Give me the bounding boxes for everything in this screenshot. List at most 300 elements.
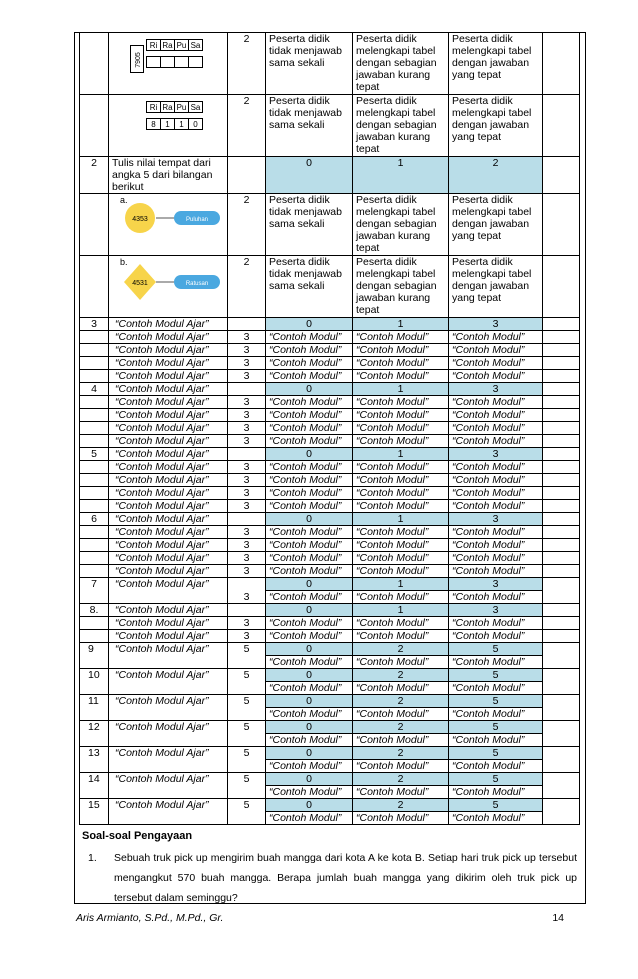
grid-header-cell: Sa: [188, 101, 203, 113]
extra-cell: [543, 526, 580, 539]
extra-cell: [543, 799, 580, 825]
no-cell: [80, 526, 109, 539]
score-2: 3: [449, 513, 543, 526]
criteria-2: “Contoh Modul”: [449, 396, 543, 409]
no-cell: [80, 552, 109, 565]
sub-question: “Contoh Modul Ajar”: [109, 565, 228, 578]
extra-cell: [543, 383, 580, 396]
question-number: 12: [80, 721, 109, 747]
no-cell: [80, 539, 109, 552]
score-1: 2: [353, 695, 449, 708]
criteria-0: “Contoh Modul”: [266, 396, 353, 409]
extra-cell: [543, 565, 580, 578]
no-cell: [80, 370, 109, 383]
criteria-1: Peserta didik melengkapi tabel dengan sebagian jawaban kurang tepat: [353, 33, 449, 95]
weight-cell: 3: [228, 331, 266, 344]
criteria-2: “Contoh Modul”: [449, 812, 543, 825]
score-cell: 2: [228, 256, 266, 318]
sub-question: “Contoh Modul Ajar”: [109, 344, 228, 357]
weight-cell: 5: [228, 747, 266, 773]
sub-question: “Contoh Modul Ajar”: [109, 396, 228, 409]
question-number: 10: [80, 669, 109, 695]
weight-cell: 3: [228, 474, 266, 487]
extra-cell: [543, 513, 580, 526]
weight-cell: 3: [228, 578, 266, 604]
weight-cell: 5: [228, 643, 266, 669]
weight-cell: 3: [228, 461, 266, 474]
extra-cell: [543, 487, 580, 500]
criteria-2: “Contoh Modul”: [449, 409, 543, 422]
score-1: 2: [353, 643, 449, 656]
criteria-1: “Contoh Modul”: [353, 435, 449, 448]
question-image-cell: [109, 95, 228, 157]
sub-question: “Contoh Modul Ajar”: [109, 435, 228, 448]
extra-cell: [543, 448, 580, 461]
table-row: [80, 773, 580, 786]
criteria-1: Peserta didik melengkapi tabel dengan sebagian jawaban kurang tepat: [353, 194, 449, 256]
grid-value-cell: [188, 56, 203, 68]
weight-cell: 3: [228, 357, 266, 370]
score-0: 0: [266, 773, 353, 786]
table-row: [80, 487, 580, 500]
question-text: “Contoh Modul Ajar”: [109, 448, 228, 461]
extra-cell: [543, 422, 580, 435]
grid-header-cell: Pu: [174, 101, 189, 113]
place-value-table-image: [112, 33, 224, 93]
question-number: 4: [80, 383, 109, 396]
score-1: 1: [353, 383, 449, 396]
no-cell: [80, 357, 109, 370]
table-row: [80, 435, 580, 448]
criteria-2: “Contoh Modul”: [449, 734, 543, 747]
criteria-2: “Contoh Modul”: [449, 500, 543, 513]
criteria-2: Peserta didik melengkapi tabel dengan jawaban yang tepat: [449, 95, 543, 157]
place-value-table-image: [112, 95, 224, 155]
criteria-1: “Contoh Modul”: [353, 526, 449, 539]
criteria-0: “Contoh Modul”: [266, 734, 353, 747]
score-1: 2: [353, 669, 449, 682]
table-row: [80, 318, 580, 331]
score-2: 3: [449, 448, 543, 461]
table-row: [80, 630, 580, 643]
grid-side-label: [130, 45, 144, 73]
criteria-1: “Contoh Modul”: [353, 344, 449, 357]
question-text: Sebuah truk pick up mengirim buah mangga dari kota A ke kota B. Setiap hari truk pick up tersebut mengangkut 570 buah mangga. Berapa jumlah buah mangga yang dikirim oleh truk pick up tersebut dalam seminggu?: [114, 852, 577, 904]
criteria-1: “Contoh Modul”: [353, 370, 449, 383]
question-text: “Contoh Modul Ajar”: [109, 799, 228, 825]
criteria-2: “Contoh Modul”: [449, 552, 543, 565]
weight-cell: 3: [228, 487, 266, 500]
table-row: [80, 422, 580, 435]
extra-cell: [543, 95, 580, 157]
no-cell: [80, 461, 109, 474]
weight-cell: 3: [228, 370, 266, 383]
criteria-2: “Contoh Modul”: [449, 487, 543, 500]
extra-cell: [543, 256, 580, 318]
table-row: [80, 448, 580, 461]
criteria-0: “Contoh Modul”: [266, 435, 353, 448]
score-2: 5: [449, 773, 543, 786]
criteria-2: “Contoh Modul”: [449, 539, 543, 552]
no-cell: [80, 409, 109, 422]
no-cell: [80, 422, 109, 435]
weight-cell: [228, 513, 266, 526]
extra-cell: [543, 331, 580, 344]
table-row: [80, 344, 580, 357]
weight-cell: 3: [228, 396, 266, 409]
score-0: 0: [266, 383, 353, 396]
question-image-cell: [109, 194, 228, 256]
grid-value-cell: 8: [146, 118, 161, 130]
criteria-1: Peserta didik melengkapi tabel dengan sebagian jawaban kurang tepat: [353, 95, 449, 157]
no-cell: [80, 630, 109, 643]
table-row: [80, 474, 580, 487]
table-row: [80, 357, 580, 370]
sub-question: “Contoh Modul Ajar”: [109, 487, 228, 500]
criteria-0: “Contoh Modul”: [266, 357, 353, 370]
score-1: 1: [353, 318, 449, 331]
table-row: [80, 500, 580, 513]
criteria-0: “Contoh Modul”: [266, 760, 353, 773]
grid-header-cell: Sa: [188, 39, 203, 51]
question-number: 3: [80, 318, 109, 331]
weight-cell: 3: [228, 435, 266, 448]
criteria-0: “Contoh Modul”: [266, 591, 353, 604]
grid-value-cell: 1: [174, 118, 189, 130]
score-2: 5: [449, 695, 543, 708]
criteria-1: “Contoh Modul”: [353, 682, 449, 695]
grid-side-text: 7905: [134, 52, 142, 68]
score-1: 1: [353, 448, 449, 461]
question-image-cell: [109, 256, 228, 318]
sub-question: “Contoh Modul Ajar”: [109, 526, 228, 539]
table-row: [80, 256, 580, 318]
criteria-2: Peserta didik melengkapi tabel dengan jawaban yang tepat: [449, 256, 543, 318]
score-1: 2: [353, 721, 449, 734]
table-row: [80, 95, 580, 157]
criteria-1: “Contoh Modul”: [353, 474, 449, 487]
question-number: 15: [80, 799, 109, 825]
question-text: Tulis nilai tempat dari angka 5 dari bilangan berikut: [109, 157, 228, 194]
criteria-0: Peserta didik tidak menjawab sama sekali: [266, 95, 353, 157]
criteria-0: “Contoh Modul”: [266, 474, 353, 487]
extra-cell: [543, 747, 580, 773]
question-text: “Contoh Modul Ajar”: [109, 747, 228, 773]
score-1: 1: [353, 604, 449, 617]
score-0: 0: [266, 721, 353, 734]
no-cell: [80, 565, 109, 578]
score-1: 1: [353, 157, 449, 194]
question-text: “Contoh Modul Ajar”: [109, 383, 228, 396]
criteria-2: Peserta didik melengkapi tabel dengan jawaban yang tepat: [449, 194, 543, 256]
criteria-1: “Contoh Modul”: [353, 500, 449, 513]
no-cell: [80, 194, 109, 256]
table-row: [80, 604, 580, 617]
extra-cell: [543, 604, 580, 617]
sub-question: “Contoh Modul Ajar”: [109, 474, 228, 487]
criteria-0: “Contoh Modul”: [266, 552, 353, 565]
table-row: [80, 617, 580, 630]
table-row: [80, 331, 580, 344]
question-number: 9: [80, 643, 109, 669]
answer-text: Ratusan: [185, 281, 209, 287]
extra-cell: [543, 643, 580, 669]
criteria-0: “Contoh Modul”: [266, 539, 353, 552]
criteria-2: “Contoh Modul”: [449, 591, 543, 604]
weight-cell: 3: [228, 409, 266, 422]
weight-cell: [228, 157, 266, 194]
criteria-2: “Contoh Modul”: [449, 630, 543, 643]
table-row: [80, 513, 580, 526]
weight-cell: 5: [228, 669, 266, 695]
sub-question: “Contoh Modul Ajar”: [109, 331, 228, 344]
no-cell: [80, 396, 109, 409]
place-value-arrow-image: [112, 256, 224, 316]
weight-cell: 5: [228, 721, 266, 747]
score-1: 2: [353, 747, 449, 760]
no-cell: [80, 474, 109, 487]
criteria-0: Peserta didik tidak menjawab sama sekali: [266, 33, 353, 95]
criteria-2: “Contoh Modul”: [449, 617, 543, 630]
sub-question: “Contoh Modul Ajar”: [109, 461, 228, 474]
no-cell: [80, 344, 109, 357]
criteria-2: “Contoh Modul”: [449, 357, 543, 370]
grid-value-cell: 1: [160, 118, 175, 130]
question-text: “Contoh Modul Ajar”: [109, 773, 228, 799]
grid-value-cell: [174, 56, 189, 68]
criteria-1: “Contoh Modul”: [353, 396, 449, 409]
criteria-1: “Contoh Modul”: [353, 487, 449, 500]
question-number: 5: [80, 448, 109, 461]
criteria-1: “Contoh Modul”: [353, 331, 449, 344]
question-image-cell: [109, 33, 228, 95]
criteria-1: “Contoh Modul”: [353, 357, 449, 370]
score-2: 3: [449, 604, 543, 617]
answer-text: Puluhan: [185, 217, 209, 223]
criteria-2: “Contoh Modul”: [449, 344, 543, 357]
extra-cell: [543, 500, 580, 513]
question-number: 2: [80, 157, 109, 194]
table-row: [80, 747, 580, 760]
sub-question: “Contoh Modul Ajar”: [109, 617, 228, 630]
score-0: 0: [266, 643, 353, 656]
score-0: 0: [266, 513, 353, 526]
criteria-2: Peserta didik melengkapi tabel dengan jawaban yang tepat: [449, 33, 543, 95]
score-cell: 2: [228, 194, 266, 256]
score-cell: 2: [228, 33, 266, 95]
extra-cell: [543, 630, 580, 643]
sub-question: “Contoh Modul Ajar”: [109, 500, 228, 513]
score-0: 0: [266, 669, 353, 682]
score-2: 5: [449, 669, 543, 682]
no-cell: [80, 95, 109, 157]
criteria-2: “Contoh Modul”: [449, 656, 543, 669]
criteria-1: “Contoh Modul”: [353, 630, 449, 643]
criteria-1: “Contoh Modul”: [353, 539, 449, 552]
weight-cell: [228, 448, 266, 461]
table-row: [80, 578, 580, 591]
grid-value-cell: 0: [188, 118, 203, 130]
question-number: 8.: [80, 604, 109, 617]
score-cell: 2: [228, 95, 266, 157]
sub-question: “Contoh Modul Ajar”: [109, 357, 228, 370]
criteria-2: “Contoh Modul”: [449, 760, 543, 773]
sub-question: “Contoh Modul Ajar”: [109, 370, 228, 383]
table-row: [80, 799, 580, 812]
score-0: 0: [266, 695, 353, 708]
weight-cell: [228, 604, 266, 617]
table-row: [80, 669, 580, 682]
grid-header-cell: Ri: [146, 101, 161, 113]
criteria-1: “Contoh Modul”: [353, 734, 449, 747]
weight-cell: 5: [228, 773, 266, 799]
no-cell: [80, 33, 109, 95]
score-1: 2: [353, 799, 449, 812]
table-row: [80, 409, 580, 422]
criteria-2: “Contoh Modul”: [449, 474, 543, 487]
extra-cell: [543, 435, 580, 448]
criteria-0: “Contoh Modul”: [266, 500, 353, 513]
grid-header-cell: Ra: [160, 39, 175, 51]
question-text: “Contoh Modul Ajar”: [109, 643, 228, 669]
grid-header-cell: Pu: [174, 39, 189, 51]
no-cell: [80, 500, 109, 513]
criteria-1: “Contoh Modul”: [353, 422, 449, 435]
criteria-1: “Contoh Modul”: [353, 617, 449, 630]
criteria-0: “Contoh Modul”: [266, 617, 353, 630]
extra-cell: [543, 617, 580, 630]
criteria-0: Peserta didik tidak menjawab sama sekali: [266, 256, 353, 318]
extra-cell: [543, 396, 580, 409]
score-2: 2: [449, 157, 543, 194]
question-number: 6: [80, 513, 109, 526]
extra-cell: [543, 318, 580, 331]
author-name: Aris Armianto, S.Pd., M.Pd., Gr.: [76, 912, 224, 924]
criteria-0: “Contoh Modul”: [266, 630, 353, 643]
sub-question: “Contoh Modul Ajar”: [109, 552, 228, 565]
criteria-0: “Contoh Modul”: [266, 409, 353, 422]
grid-header-cell: Ri: [146, 39, 161, 51]
extra-cell: [543, 344, 580, 357]
table-row: [80, 565, 580, 578]
score-0: 0: [266, 318, 353, 331]
criteria-0: “Contoh Modul”: [266, 331, 353, 344]
criteria-1: “Contoh Modul”: [353, 552, 449, 565]
extra-cell: [543, 552, 580, 565]
extra-cell: [543, 33, 580, 95]
criteria-0: “Contoh Modul”: [266, 526, 353, 539]
question-number: 7: [80, 578, 109, 604]
weight-cell: 3: [228, 617, 266, 630]
criteria-2: “Contoh Modul”: [449, 370, 543, 383]
score-0: 0: [266, 578, 353, 591]
score-0: 0: [266, 604, 353, 617]
question-text: “Contoh Modul Ajar”: [109, 604, 228, 617]
score-0: 0: [266, 799, 353, 812]
table-row: [80, 552, 580, 565]
rubric-table: [79, 32, 580, 825]
criteria-0: “Contoh Modul”: [266, 682, 353, 695]
criteria-1: “Contoh Modul”: [353, 409, 449, 422]
table-row: [80, 526, 580, 539]
criteria-2: “Contoh Modul”: [449, 331, 543, 344]
score-2: 3: [449, 383, 543, 396]
question-text: “Contoh Modul Ajar”: [109, 513, 228, 526]
extra-cell: [543, 539, 580, 552]
table-row: [80, 695, 580, 708]
table-row: [80, 643, 580, 656]
question-text: “Contoh Modul Ajar”: [109, 578, 228, 604]
criteria-2: “Contoh Modul”: [449, 565, 543, 578]
extra-cell: [543, 194, 580, 256]
weight-cell: 3: [228, 344, 266, 357]
number-text: 4353: [132, 216, 148, 223]
criteria-0: “Contoh Modul”: [266, 422, 353, 435]
criteria-1: “Contoh Modul”: [353, 760, 449, 773]
criteria-0: “Contoh Modul”: [266, 708, 353, 721]
table-row: [80, 539, 580, 552]
weight-cell: [228, 318, 266, 331]
weight-cell: 3: [228, 630, 266, 643]
criteria-2: “Contoh Modul”: [449, 526, 543, 539]
place-value-arrow-image: [112, 194, 224, 254]
criteria-0: “Contoh Modul”: [266, 812, 353, 825]
criteria-2: “Contoh Modul”: [449, 422, 543, 435]
extra-cell: [543, 578, 580, 604]
grid-value-cell: [146, 56, 161, 68]
score-2: 5: [449, 747, 543, 760]
extra-cell: [543, 357, 580, 370]
extra-cell: [543, 461, 580, 474]
extra-cell: [543, 370, 580, 383]
weight-cell: 3: [228, 565, 266, 578]
score-2: 5: [449, 799, 543, 812]
sub-question: “Contoh Modul Ajar”: [109, 409, 228, 422]
weight-cell: 3: [228, 552, 266, 565]
extra-cell: [543, 669, 580, 695]
extra-cell: [543, 157, 580, 194]
arrow-diagram: [112, 200, 224, 252]
no-cell: [80, 331, 109, 344]
extra-cell: [543, 773, 580, 799]
score-1: 1: [353, 513, 449, 526]
criteria-1: “Contoh Modul”: [353, 565, 449, 578]
weight-cell: [228, 383, 266, 396]
criteria-1: “Contoh Modul”: [353, 812, 449, 825]
weight-cell: 3: [228, 526, 266, 539]
weight-cell: 3: [228, 422, 266, 435]
grid-value-cell: [160, 56, 175, 68]
criteria-0: “Contoh Modul”: [266, 656, 353, 669]
question-number: 1.: [88, 852, 97, 864]
score-2: 3: [449, 578, 543, 591]
enrichment-title: Soal-soal Pengayaan: [82, 830, 193, 842]
extra-cell: [543, 409, 580, 422]
sub-question: “Contoh Modul Ajar”: [109, 630, 228, 643]
criteria-2: “Contoh Modul”: [449, 682, 543, 695]
score-0: 0: [266, 448, 353, 461]
criteria-1: “Contoh Modul”: [353, 708, 449, 721]
criteria-1: “Contoh Modul”: [353, 656, 449, 669]
table-row: [80, 721, 580, 734]
score-0: 0: [266, 747, 353, 760]
table-row: [80, 461, 580, 474]
no-cell: [80, 256, 109, 318]
criteria-0: “Contoh Modul”: [266, 565, 353, 578]
question-text: “Contoh Modul Ajar”: [109, 721, 228, 747]
criteria-0: “Contoh Modul”: [266, 786, 353, 799]
weight-cell: 3: [228, 539, 266, 552]
